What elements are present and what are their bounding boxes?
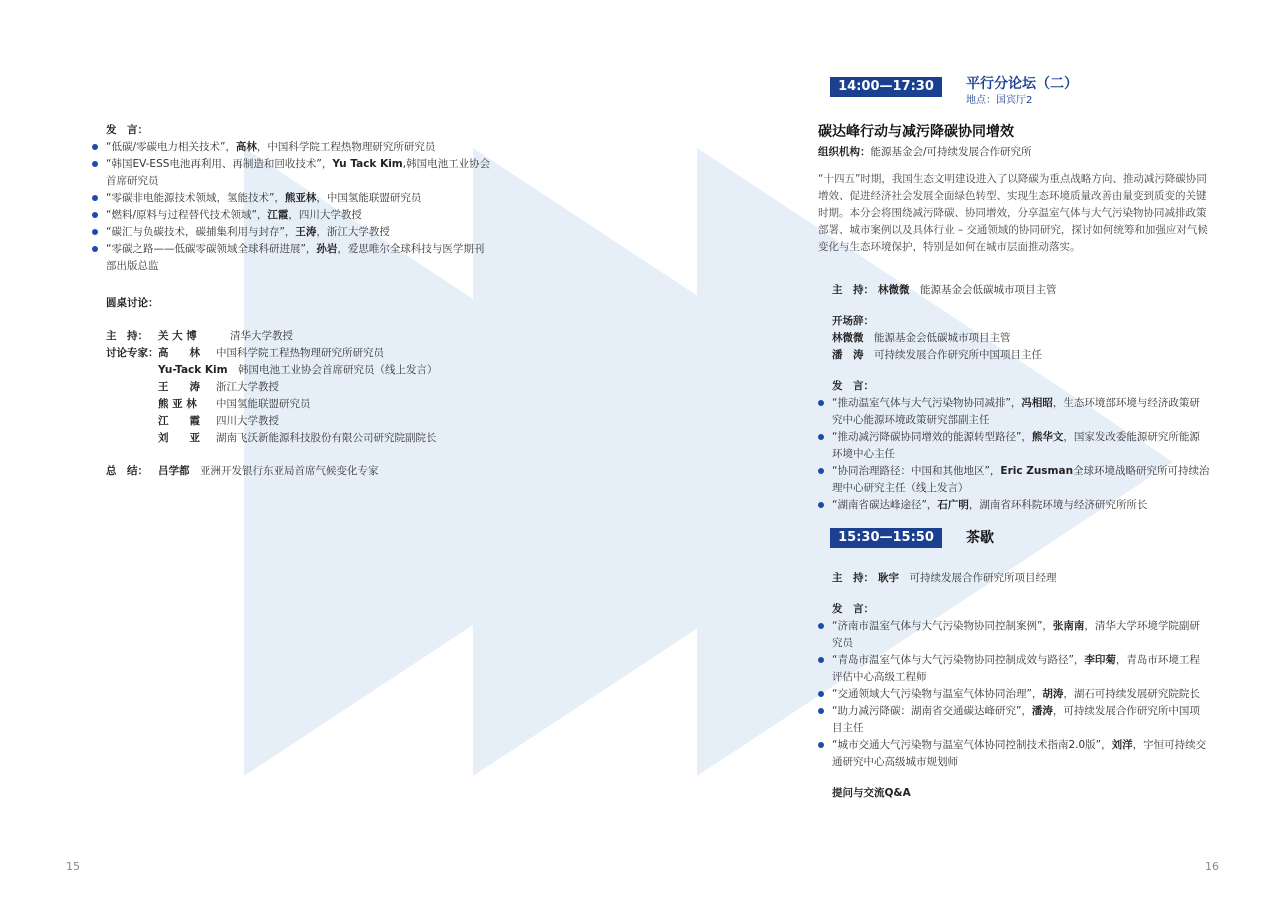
bullet-icon	[818, 400, 824, 406]
time-badge: 14:00—17:30	[830, 77, 942, 97]
speakers-label: 发 言：	[106, 124, 148, 136]
speakers2-label: 发 言：	[832, 603, 874, 615]
list-item: “济南市温室气体与大气污染物协同控制案例”，张南南，清华大学环境学院副研究员	[818, 618, 1210, 652]
list-item: “协同治理路径：中国和其他地区”，Eric Zusman全球环境战略研究所可持续治理中心研究主任（线上发言）	[818, 463, 1210, 497]
roundtable-label: 圆桌讨论：	[106, 297, 159, 309]
expert-row: 王 涛 浙江大学教授	[158, 381, 279, 393]
bullet-icon	[818, 468, 824, 474]
bullet-icon	[92, 229, 98, 235]
roundtable-block	[92, 328, 492, 480]
list-item: “交通领域大气污染物与温室气体协同治理”，胡涛，湖石可持续发展研究院院长	[818, 686, 1210, 703]
list-item: 潘 涛 可持续发展合作研究所中国项目主任	[832, 349, 1042, 361]
page-number-right: 16	[1205, 860, 1219, 873]
expert-row: 刘 亚 湖南飞沃新能源科技股份有限公司研究院副院长	[158, 432, 437, 444]
bullet-icon	[92, 212, 98, 218]
bullet-icon	[92, 161, 98, 167]
bullet-icon	[818, 742, 824, 748]
qa-label: 提问与交流Q&A	[832, 787, 911, 799]
host-row: 主 持： 林微微 能源基金会低碳城市项目主管	[832, 284, 1057, 296]
expert-row: Yu-Tack Kim 韩国电池工业协会首席研究员（线上发言）	[158, 364, 438, 376]
list-item: “燃料/原料与过程替代技术领域”，江霞，四川大学教授	[92, 207, 492, 224]
list-item: “推动减污降碳协同增效的能源转型路径”，熊华文，国家发改委能源研究所能源环境中心主任	[818, 429, 1210, 463]
list-item: “零碳之路——低碳零碳领域全球科研进展”，孙岩，爱思唯尔全球科技与医学期刊部出版总监	[92, 241, 492, 275]
list-item: “低碳/零碳电力相关技术”，高林，中国科学院工程热物理研究所研究员	[92, 139, 492, 156]
speakers-label: 发 言：	[832, 380, 874, 392]
section-title: 碳达峰行动与减污降碳协同增效	[818, 124, 1014, 140]
list-item: “助力减污降碳：湖南省交通碳达峰研究”，潘涛，可持续发展合作研究所中国项目主任	[818, 703, 1210, 737]
page-number-left: 15	[66, 860, 80, 873]
bullet-icon	[818, 623, 824, 629]
expert-row: 熊 亚 林 中国氢能联盟研究员	[158, 398, 311, 410]
bullet-icon	[92, 144, 98, 150]
forum-title: 平行分论坛（二）	[966, 76, 1078, 92]
bullet-icon	[92, 195, 98, 201]
bullet-icon	[818, 691, 824, 697]
bullet-icon	[818, 657, 824, 663]
bullet-icon	[818, 502, 824, 508]
list-item: 林微微 能源基金会低碳城市项目主管	[832, 332, 1011, 344]
time-badge: 15:30—15:50	[830, 528, 942, 548]
break-header	[818, 528, 1210, 552]
list-item: “碳汇与负碳技术，碳捕集利用与封存”，王涛，浙江大学教授	[92, 224, 492, 241]
list-item: “推动温室气体与大气污染物协同减排”，冯相昭，生态环境部环境与经济政策研究中心能源环境政策研究部副主任	[818, 395, 1210, 429]
opening-list	[818, 330, 1210, 364]
roundtable-host-row: 主 持： 关 大 博 清华大学教授	[106, 330, 293, 342]
bullet-icon	[818, 434, 824, 440]
list-item: “城市交通大气污染物与温室气体协同控制技术指南2.0版”，刘洋，宇恒可持续交通研究中心高级城市规划师	[818, 737, 1210, 771]
right-speakers-list	[818, 395, 1210, 514]
list-item: “湖南省碳达峰途径”，石广明，湖南省环科院环境与经济研究所所长	[818, 497, 1210, 514]
organizer-row: 组织机构：能源基金会/可持续发展合作研究所	[818, 146, 1032, 158]
bullet-icon	[92, 246, 98, 252]
opening-label: 开场辞：	[832, 315, 874, 327]
right-page	[818, 74, 1210, 802]
list-item: “韩国EV-ESS电池再利用、再制造和回收技术”，Yu Tack Kim,韩国电池工业协会首席研究员	[92, 156, 492, 190]
list-item: “零碳非电能源技术领域，氢能技术”，熊亚林，中国氢能联盟研究员	[92, 190, 492, 207]
summary-row: 总 结： 吕学都 亚洲开发银行东亚局首席气候变化专家	[106, 465, 379, 477]
forum-location: 地点：国宾厅2	[966, 95, 1033, 106]
bullet-icon	[818, 708, 824, 714]
break-title: 茶歇	[966, 530, 994, 546]
right-speakers2-list	[818, 618, 1210, 771]
list-item: “青岛市温室气体与大气污染物协同控制成效与路径”，李印菊，青岛市环境工程评估中心高级工程师	[818, 652, 1210, 686]
left-page	[92, 122, 492, 480]
left-speakers-list	[92, 139, 492, 275]
host2-row: 主 持： 耿宇 可持续发展合作研究所项目经理	[832, 572, 1057, 584]
expert-row: 江 霞 四川大学教授	[158, 415, 279, 427]
expert-row: 讨论专家：高 林 中国科学院工程热物理研究所研究员	[106, 347, 384, 359]
intro-paragraph: “十四五”时期，我国生态文明建设进入了以降碳为重点战略方向、推动减污降碳协同增效、促进经济社会发展全面绿色转型、实现生态环境质量改善由量变到质变的关键时期。本分会将围绕减污降碳、协同增效，分享温室气体与大气污染物协同减排政策部署、城市案例以及具体行业 – 交通领域的协同研究，探讨如何统筹和加强应对气候变化与生态环境保护，特别是如何在城市层面推动落实。	[818, 173, 1208, 253]
forum-header	[818, 74, 1210, 110]
